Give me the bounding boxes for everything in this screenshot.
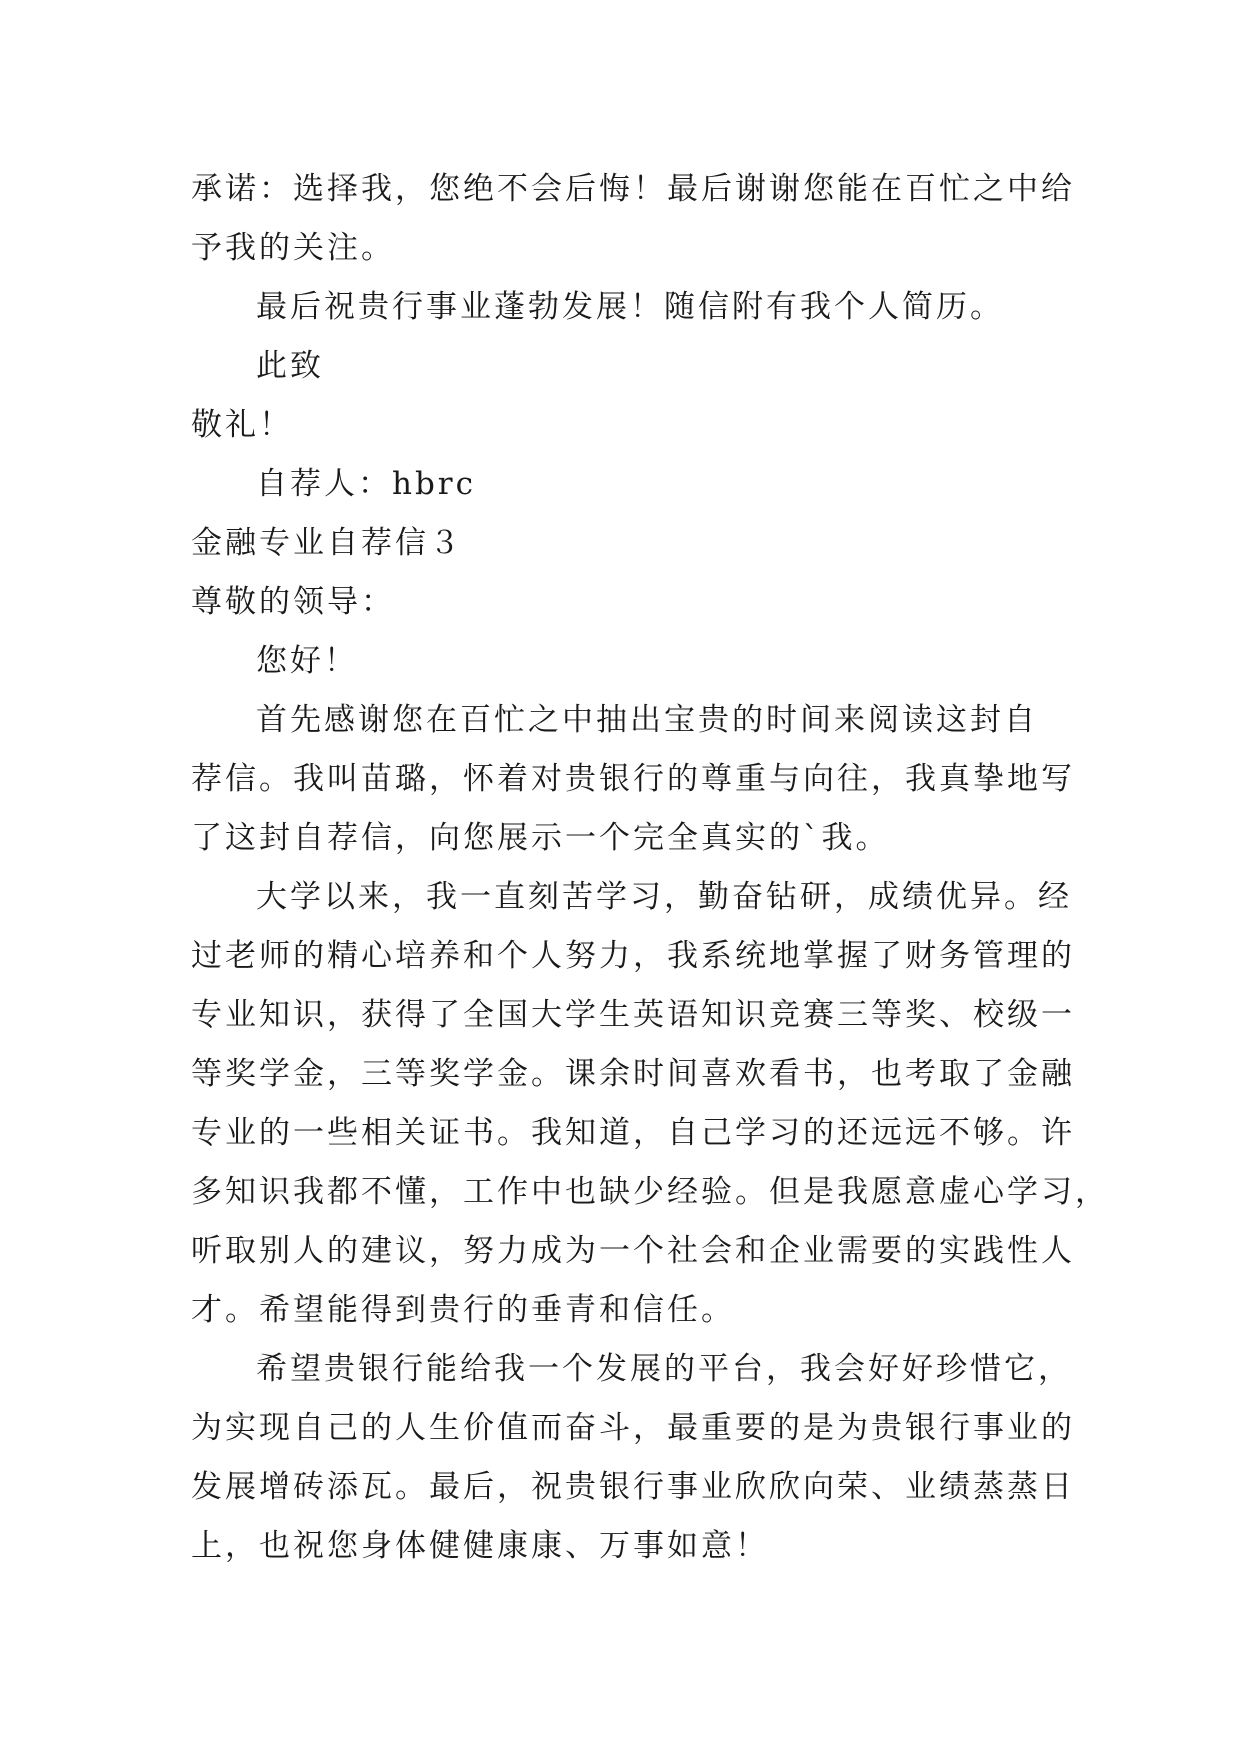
closing-regards: 敬礼！ bbox=[191, 407, 293, 443]
text-line: 等奖学金，三等奖学金。课余时间喜欢看书，也考取了金融 bbox=[191, 1056, 1075, 1092]
signature-line: 自荐人：hbrc bbox=[256, 466, 476, 502]
letter-body bbox=[191, 160, 1109, 1576]
text-line: 上，也祝您身体健健康康、万事如意！ bbox=[191, 1528, 769, 1564]
text-line: 专业的一些相关证书。我知道，自己学习的还远远不够。许 bbox=[191, 1115, 1075, 1151]
section-heading: 金融专业自荐信３ bbox=[191, 525, 463, 561]
text-line: 听取别人的建议，努力成为一个社会和企业需要的实践性人 bbox=[191, 1233, 1075, 1269]
greeting: 尊敬的领导： bbox=[191, 584, 395, 620]
text-line: 过老师的精心培养和个人努力，我系统地掌握了财务管理的 bbox=[191, 938, 1075, 974]
text-line: 才。希望能得到贵行的垂青和信任。 bbox=[191, 1292, 735, 1328]
text-line: 大学以来，我一直刻苦学习，勤奋钻研，成绩优异。经 bbox=[256, 879, 1072, 915]
text-line: 最后祝贵行事业蓬勃发展！随信附有我个人简历。 bbox=[256, 289, 1004, 325]
text-line: 为实现自己的人生价值而奋斗，最重要的是为贵银行事业的 bbox=[191, 1410, 1075, 1446]
closing-salutation: 此致 bbox=[256, 348, 324, 384]
text-line: 了这封自荐信，向您展示一个完全真实的`我。 bbox=[191, 820, 890, 856]
text-line: 多知识我都不懂，工作中也缺少经验。但是我愿意虚心学习， bbox=[191, 1174, 1109, 1210]
text-line: 荐信。我叫苗璐，怀着对贵银行的尊重与向往，我真挚地写 bbox=[191, 761, 1075, 797]
text-line: 发展增砖添瓦。最后，祝贵银行事业欣欣向荣、业绩蒸蒸日 bbox=[191, 1469, 1075, 1505]
text-line: 承诺：选择我，您绝不会后悔！最后谢谢您能在百忙之中给 bbox=[191, 171, 1075, 207]
text-line: 专业知识，获得了全国大学生英语知识竞赛三等奖、校级一 bbox=[191, 997, 1075, 1033]
text-line: 首先感谢您在百忙之中抽出宝贵的时间来阅读这封自 bbox=[256, 702, 1038, 738]
text-line: 予我的关注。 bbox=[191, 230, 395, 266]
greeting-hello: 您好！ bbox=[256, 643, 358, 679]
text-line: 希望贵银行能给我一个发展的平台，我会好好珍惜它， bbox=[256, 1351, 1072, 1387]
